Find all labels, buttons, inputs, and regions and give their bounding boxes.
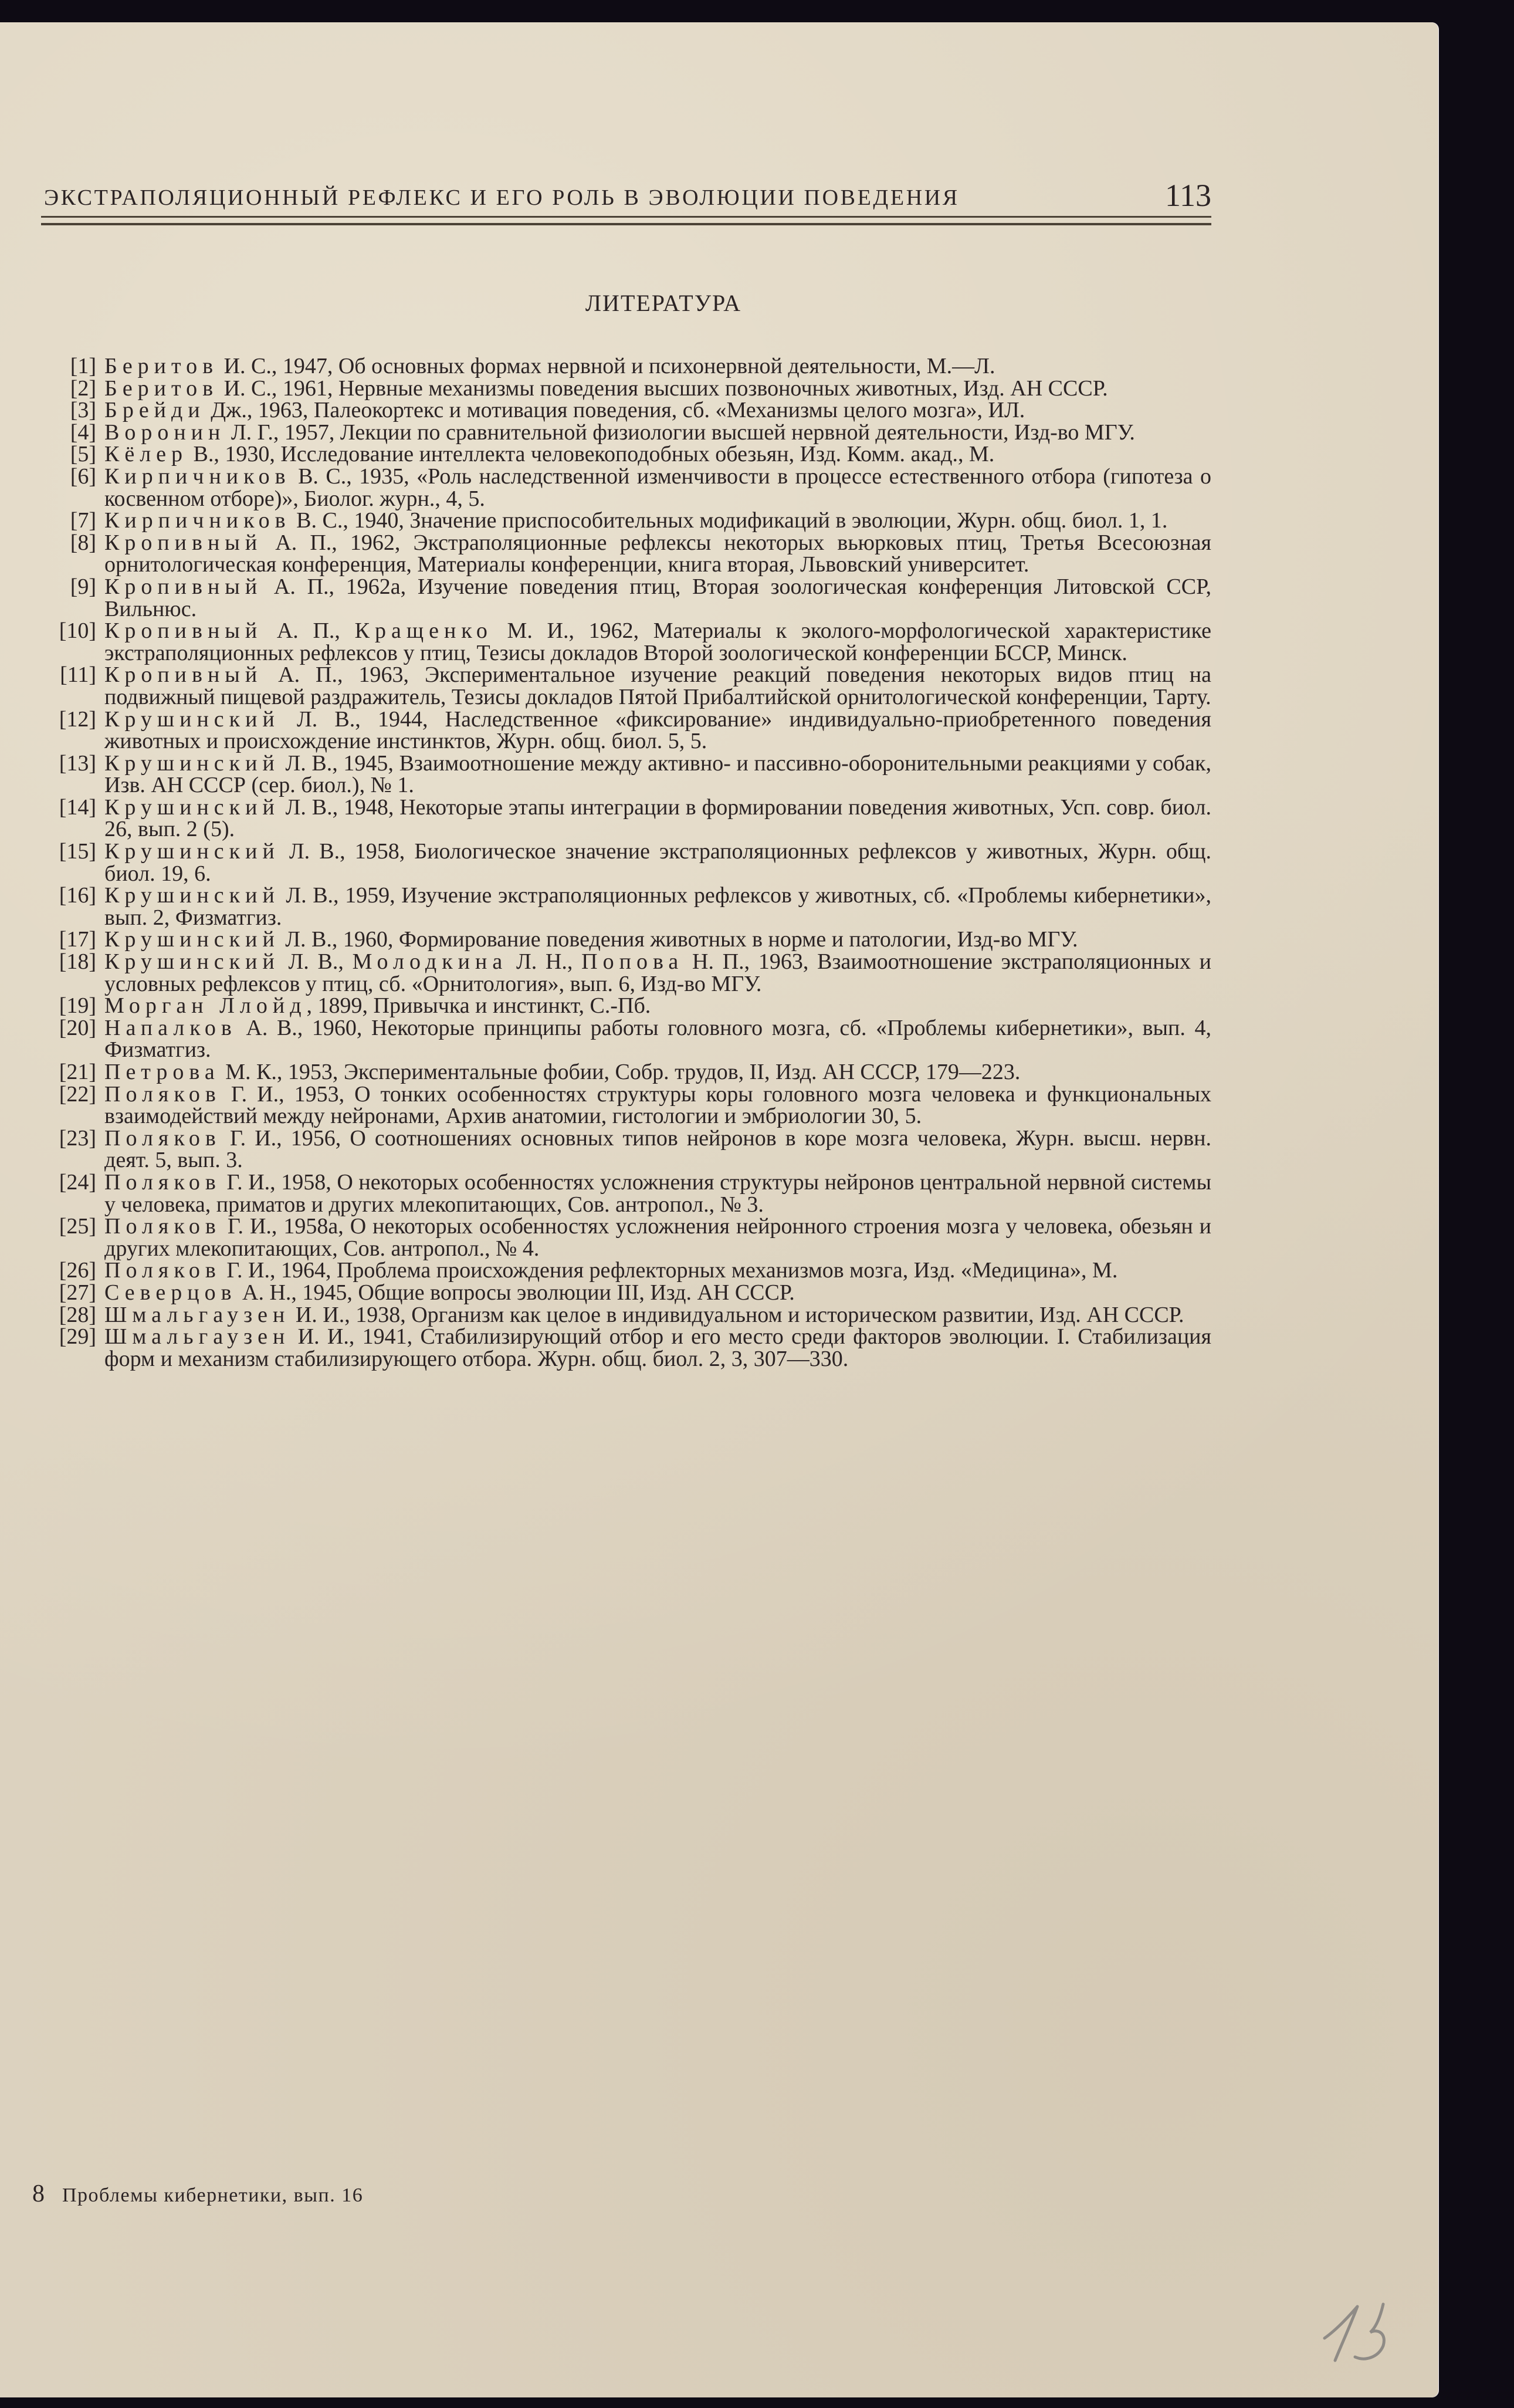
- reference-text: [104, 510, 1211, 532]
- reference-author: Беритов: [104, 354, 219, 378]
- pencil-digit-3: [1355, 2304, 1384, 2359]
- reference-details: Г. И., 1953, О тонких особенностях структуры коры головного мозга человека и функциональных взаимодействий между нейронами, Архив анатомии, гистологии и эмбриологии 30, 5.: [104, 1081, 1211, 1129]
- reference-number: [26]: [59, 1258, 96, 1283]
- reference-entry: [35, 400, 1211, 422]
- reference-details: В. С., 1940, Значение приспособительных модификаций в эволюции, Журн. общ. биол. 1, 1.: [290, 508, 1168, 533]
- reference-entry: [35, 951, 1211, 995]
- reference-entry: [35, 929, 1211, 951]
- reference-details: А. П.,: [262, 618, 355, 644]
- reference-details: А. П., 1962а, Изучение поведения птиц, Вторая зоологическая конференция Литовской ССР, Вильнюс.: [104, 574, 1211, 621]
- reference-entry: [35, 664, 1211, 708]
- reference-details: И. С., 1947, Об основных формах нервной и психонервной деятельности, М.—Л.: [218, 354, 995, 378]
- reference-author: Кропивный: [104, 530, 263, 555]
- reference-number: [21]: [59, 1060, 96, 1084]
- reference-author: Петрова: [104, 1060, 220, 1084]
- reference-text: [104, 841, 1211, 885]
- reference-number: [17]: [59, 927, 96, 952]
- reference-number: [12]: [59, 706, 96, 732]
- reference-details: Г. И., 1964, Проблема происхождения рефлекторных механизмов мозга, Изд. «Медицина», М.: [221, 1258, 1118, 1283]
- reference-entry: [35, 620, 1211, 664]
- reference-details: Н. П., 1963, Взаимоотношение экстраполяционных и условных рефлексов у птиц, сб. «Орнитология», вып. 6, Изд-во МГУ.: [104, 949, 1211, 996]
- reference-details: Л. В., 1960, Формирование поведения животных в норме и патологии, Изд-во МГУ.: [279, 927, 1078, 952]
- sheet-signature-number: 8: [32, 2180, 45, 2207]
- reference-number: [10]: [59, 618, 96, 644]
- section-title: ЛИТЕРАТУРА: [585, 290, 742, 316]
- reference-text: [104, 1081, 1211, 1129]
- reference-entry: [35, 885, 1211, 929]
- reference-text: [104, 1282, 1211, 1304]
- reference-entry: [35, 422, 1211, 444]
- reference-text: [104, 1169, 1211, 1217]
- reference-number: [23]: [59, 1125, 96, 1151]
- reference-number: [4]: [70, 420, 96, 445]
- reference-text: [104, 1125, 1211, 1173]
- reference-author: Крушинский: [104, 706, 280, 732]
- reference-entry: [35, 706, 1211, 754]
- reference-details: И. И., 1941, Стабилизирующий отбор и его место среди факторов эволюции. I. Стабилизация форм и механизм стабилизирующего отбора. Журн. общ. биол. 2, 3, 307—330.: [104, 1324, 1211, 1371]
- reference-number: [11]: [60, 662, 96, 688]
- reference-text: [104, 466, 1211, 510]
- reference-author: Северцов: [104, 1280, 237, 1305]
- reference-details: Л. Н.,: [507, 949, 582, 975]
- reference-entry: [35, 466, 1211, 510]
- reference-text: [104, 1017, 1211, 1061]
- reference-number: [19]: [59, 993, 96, 1019]
- reference-text: [104, 1216, 1211, 1260]
- reference-author: Кирпичников: [104, 464, 291, 489]
- reference-details: В. С., 1935, «Роль наследственной изменчивости в процессе естественного отбора (гипотеза о косвенном отборе)», Биолог. журн., 4, 5.: [104, 464, 1211, 511]
- reference-number: [18]: [59, 949, 96, 975]
- reference-author: Беритов: [104, 376, 219, 401]
- reference-author: Кропивный: [104, 574, 263, 599]
- pencil-digit-1: [1325, 2306, 1357, 2360]
- running-title: ЭКСТРАПОЛЯЦИОННЫЙ РЕФЛЕКС И ЕГО РОЛЬ В ЭВОЛЮЦИИ ПОВЕДЕНИЯ: [44, 185, 960, 210]
- reference-entry: [35, 444, 1211, 466]
- reference-author: Поляков: [104, 1258, 221, 1283]
- reference-details: Л. В., 1959, Изучение экстраполяционных рефлексов у животных, сб. «Проблемы кибернетики», вып. 2, Физматгиз.: [104, 883, 1211, 930]
- reference-entry: [35, 1169, 1211, 1217]
- reference-details: Г. И., 1956, О соотношениях основных типов нейронов в коре мозга человека, Журн. высш. нервн. деят. 5, вып. 3.: [104, 1125, 1211, 1173]
- reference-author: Поляков: [104, 1169, 221, 1195]
- reference-author: Крушинский: [104, 750, 280, 776]
- reference-text: [104, 794, 1211, 842]
- reference-entry: [35, 995, 1211, 1017]
- reference-details: А. В., 1960, Некоторые принципы работы головного мозга, сб. «Проблемы кибернетики», вып. 4, Физматгиз.: [104, 1015, 1211, 1063]
- reference-number: [22]: [59, 1081, 96, 1107]
- reference-number: [20]: [59, 1015, 96, 1040]
- reference-entry: [35, 1017, 1211, 1061]
- reference-entry: [35, 510, 1211, 532]
- reference-author: Морган Ллойд: [104, 993, 307, 1019]
- reference-author: Крушинский: [104, 794, 280, 820]
- reference-author: Напалков: [104, 1015, 237, 1040]
- reference-text: [104, 995, 1211, 1017]
- reference-details: В., 1930, Исследование интеллекта человекоподобных обезьян, Изд. Комм. акад., М.: [188, 442, 995, 467]
- reference-text: [104, 422, 1211, 444]
- reference-author: Поляков: [104, 1214, 221, 1239]
- page-footer: [32, 2180, 363, 2208]
- reference-author: Шмальгаузен: [104, 1324, 290, 1350]
- reference-entry: [35, 576, 1211, 620]
- reference-author: Кропивный: [104, 618, 263, 644]
- reference-author: Поляков: [104, 1125, 221, 1151]
- publication-title: Проблемы кибернетики, вып. 16: [62, 2184, 364, 2206]
- reference-details: , 1899, Привычка и инстинкт, С.-Пб.: [306, 993, 651, 1019]
- reference-entry: [35, 356, 1211, 378]
- reference-number: [9]: [70, 574, 96, 599]
- reference-author: Крушинский: [104, 927, 280, 952]
- reference-number: [1]: [70, 354, 96, 378]
- reference-number: [5]: [70, 442, 96, 467]
- reference-details: М. К., 1953, Экспериментальные фобии, Собр. трудов, II, Изд. АН СССР, 179—223.: [219, 1060, 1021, 1084]
- reference-number: [3]: [70, 398, 96, 423]
- reference-entry: [35, 1326, 1211, 1370]
- reference-text: [104, 1326, 1211, 1370]
- reference-entry: [35, 750, 1211, 798]
- reference-author: Попова: [581, 949, 684, 975]
- reference-author: Кёлер: [104, 442, 188, 467]
- reference-details: Г. И., 1958, О некоторых особенностях усложнения структуры нейронов центральной нервной системы у человека, приматов и других млекопитающих, Сов. антропол., № 3.: [104, 1169, 1211, 1217]
- reference-entry: [35, 1260, 1211, 1282]
- header-double-rule: [41, 216, 1211, 225]
- reference-entry: [35, 1125, 1211, 1173]
- reference-text: [104, 444, 1211, 466]
- reference-entry: [35, 378, 1211, 400]
- reference-text: [104, 664, 1211, 708]
- reference-details: А. Н., 1945, Общие вопросы эволюции III, Изд. АН СССР.: [236, 1280, 795, 1305]
- reference-text: [104, 356, 1211, 378]
- reference-text: [104, 532, 1211, 576]
- reference-details: А. П., 1963, Экспериментальное изучение реакций поведения некоторых видов птиц на подвижный пищевой раздражитель, Тезисы докладов Пятой Прибалтийской орнитологической конференции, Тарту.: [104, 662, 1211, 709]
- reference-number: [25]: [59, 1214, 96, 1239]
- reference-number: [29]: [59, 1324, 96, 1350]
- reference-details: И. И., 1938, Организм как целое в индивидуальном и историческом развитии, Изд. АН СССР.: [290, 1302, 1184, 1327]
- reference-text: [104, 378, 1211, 400]
- reference-author: Воронин: [104, 420, 226, 445]
- reference-text: [104, 885, 1211, 929]
- reference-text: [104, 706, 1211, 754]
- reference-entry: [35, 1081, 1211, 1129]
- reference-details: Л. В., 1948, Некоторые этапы интеграции в формировании поведения животных, Усп. совр. биол. 26, вып. 2 (5).: [104, 794, 1211, 842]
- reference-details: Л. В., 1945, Взаимоотношение между активно- и пассивно-оборонительными реакциями у собак, Изв. АН СССР (сер. биол.), № 1.: [104, 750, 1211, 798]
- handwritten-page-number-mark: [1314, 2296, 1396, 2372]
- reference-number: [28]: [59, 1302, 96, 1327]
- reference-details: М. И., 1962, Материалы к эколого-морфологической характеристике экстраполяционных рефлексов у птиц, Тезисы докладов Второй зоологической конференции БССР, Минск.: [104, 618, 1212, 665]
- page-number: 113: [1165, 178, 1211, 213]
- reference-author: Поляков: [104, 1081, 221, 1107]
- reference-details: Г. И., 1958а, О некоторых особенностях усложнения нейронного строения мозга у человека, обезьян и других млекопитающих, Сов. антропол., № 4.: [104, 1214, 1211, 1261]
- reference-number: [7]: [70, 508, 96, 533]
- reference-details: Л. В.,: [279, 949, 353, 975]
- reference-author: Кращенко: [354, 618, 493, 644]
- reference-text: [104, 1304, 1211, 1327]
- reference-text: [104, 576, 1211, 620]
- reference-author: Брейди: [104, 398, 205, 423]
- reference-entry: [35, 794, 1211, 842]
- reference-text: [104, 400, 1211, 422]
- reference-author: Молодкина: [352, 949, 508, 975]
- reference-entry: [35, 532, 1211, 576]
- reference-details: Л. В., 1958, Биологическое значение экстраполяционных рефлексов у животных, Журн. общ. биол. 19, 6.: [104, 839, 1211, 886]
- reference-author: Шмальгаузен: [104, 1302, 290, 1327]
- reference-list: [35, 356, 1211, 1370]
- reference-entry: [35, 841, 1211, 885]
- book-page: [0, 22, 1438, 2397]
- reference-text: [104, 929, 1211, 951]
- reference-author: Крушинский: [104, 883, 280, 908]
- reference-details: А. П., 1962, Экстраполяционные рефлексы некоторых вьюрковых птиц, Третья Всесоюзная орнитологическая конференция, Материалы конференции, книга вторая, Львовский университет.: [104, 530, 1211, 577]
- reference-number: [6]: [70, 464, 96, 489]
- reference-entry: [35, 1282, 1211, 1304]
- reference-number: [13]: [59, 750, 96, 776]
- reference-author: Кропивный: [104, 662, 263, 688]
- reference-text: [104, 620, 1211, 664]
- reference-text: [104, 1061, 1211, 1084]
- reference-details: Дж., 1963, Палеокортекс и мотивация поведения, сб. «Механизмы целого мозга», ИЛ.: [205, 398, 1025, 423]
- reference-details: Л. Г., 1957, Лекции по сравнительной физиологии высшей нервной деятельности, Изд-во МГУ.: [225, 420, 1135, 445]
- reference-number: [2]: [70, 376, 96, 401]
- reference-number: [27]: [59, 1280, 96, 1305]
- reference-entry: [35, 1304, 1211, 1327]
- reference-text: [104, 951, 1211, 995]
- reference-author: Кирпичников: [104, 508, 291, 533]
- reference-details: И. С., 1961, Нервные механизмы поведения высших позвоночных животных, Изд. АН СССР.: [218, 376, 1108, 401]
- reference-number: [14]: [59, 794, 96, 820]
- reference-author: Крушинский: [104, 949, 280, 975]
- reference-details: Л. В., 1944, Наследственное «фиксирование» индивидуально-приобретенного поведения животных и происхождение инстинктов, Журн. общ. биол. 5, 5.: [104, 706, 1211, 754]
- reference-number: [8]: [70, 530, 96, 555]
- reference-author: Крушинский: [104, 839, 280, 864]
- reference-entry: [35, 1061, 1211, 1084]
- reference-text: [104, 750, 1211, 798]
- reference-text: [104, 1260, 1211, 1282]
- reference-number: [16]: [59, 883, 96, 908]
- reference-number: [24]: [59, 1169, 96, 1195]
- reference-entry: [35, 1216, 1211, 1260]
- reference-number: [15]: [59, 839, 96, 864]
- running-header: [44, 176, 1211, 217]
